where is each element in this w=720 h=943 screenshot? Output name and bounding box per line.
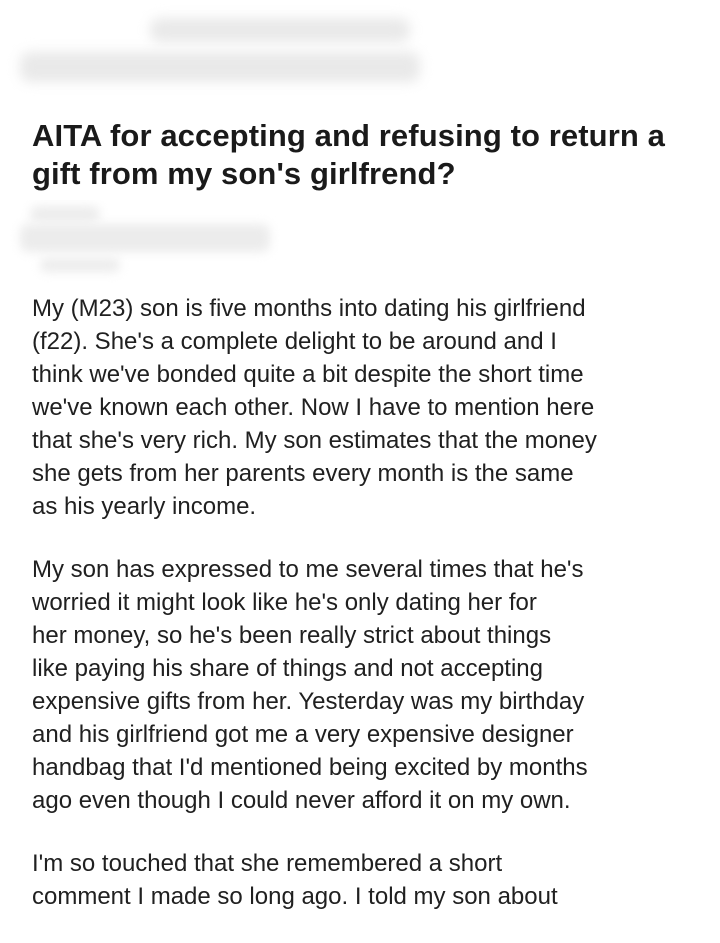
post-paragraph: I'm so touched that she remembered a short comment I made so long ago. I told my son about	[32, 850, 558, 910]
redacted-header	[0, 0, 720, 100]
post-body	[32, 292, 702, 943]
redacted-header-smudge	[150, 18, 410, 42]
redacted-post-meta	[0, 200, 720, 285]
post-paragraph: My son has expressed to me several times that he's worried it might look like he's only dating her for her money, so he's been really strict about things like paying his share of things and not accepting expensive gifts from her. Yesterday was my birthday and his girlfriend got me a very expensive designer handbag that I'd mentioned being excited by months ago even though I could never afford it on my own.	[32, 556, 588, 814]
redacted-meta-smudge	[30, 206, 100, 222]
redacted-meta-smudge	[40, 258, 120, 272]
redacted-meta-smudge	[20, 224, 270, 252]
post-title: AITA for accepting and refusing to return a gift from my son's girlfrend?	[32, 118, 665, 191]
redacted-header-smudge	[20, 52, 420, 82]
post-paragraph: My (M23) son is five months into dating his girlfriend (f22). She's a complete delight to be around and I think we've bonded quite a bit despite the short time we've known each other. Now I have to mention here that she's very rich. My son estimates that the money she gets from her parents every month is the same as his yearly income.	[32, 295, 597, 520]
